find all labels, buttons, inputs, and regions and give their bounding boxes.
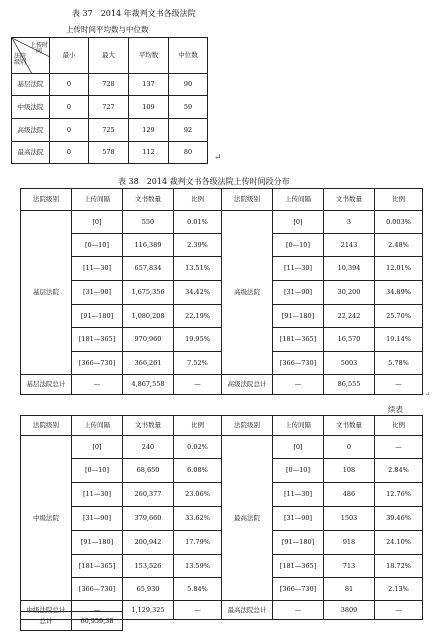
header-cell: 法院级别 [21,189,72,211]
cell: [0—10] [273,459,324,483]
cell: [31—90] [72,507,123,531]
header-cell: 文书数量 [324,416,375,436]
cell: [31—90] [72,281,123,305]
cell: [366—730] [273,578,324,601]
cell: — [375,436,423,459]
table37 [11,37,208,164]
cell: 19.14% [375,328,423,352]
grand-total-table [20,611,123,631]
cell: 90 [169,74,208,96]
cell: 550 [123,211,174,234]
cell: [91—180] [72,531,123,555]
header-cell: 比例 [174,189,222,211]
cell: 578 [89,142,129,164]
cell: 0 [50,96,89,119]
cell: 657,834 [123,257,174,281]
table-row [12,142,208,164]
cell: — [273,601,324,620]
cell: 13.59% [174,555,222,578]
cell: 0.003% [375,211,423,234]
cell: 59 [169,96,208,119]
cell: [31—90] [273,281,324,305]
cell: 19.95% [174,328,222,352]
cell: 2.84% [375,459,423,483]
cell: 16,570 [324,328,375,352]
table-row [12,96,208,119]
cell: 22,242 [324,305,375,328]
cell: 108 [324,459,375,483]
cell: 3 [324,211,375,234]
grand-total-value: 60,959,38 [72,612,123,631]
header-cell: 文书数量 [123,189,174,211]
grand-total-label: 总计 [21,612,72,631]
cell: 713 [324,555,375,578]
cell: [0—10] [273,234,324,257]
cell: 240 [123,436,174,459]
row-label: 最高法院 [12,142,50,164]
header-cell: 法院级别 [21,416,72,436]
cell: 0.02% [174,436,222,459]
cell: 112 [129,142,169,164]
header-cell: 上传间隔 [273,416,324,436]
corner-left-label: 法院级别 [14,53,27,66]
cell: — [72,601,123,620]
cell: [366—730] [72,352,123,375]
court-label: 基层法院 [21,211,72,375]
cell: 33.62% [174,507,222,531]
cell: [366—730] [72,578,123,601]
row-label: 中级法院 [12,96,50,119]
court-label: 高级法院 [222,211,273,375]
corner-top-label: 上传时间 [29,42,48,55]
table37-header: 平均数 [129,38,169,74]
side-mark: ↵ [425,391,431,398]
cell: 12.01% [375,257,423,281]
court-label: 最高法院 [222,436,273,601]
cell: 5003 [324,352,375,375]
total-label: 基层法院总计 [21,375,72,395]
cell: [181—365] [273,555,324,578]
cell: [91—180] [273,531,324,555]
table37-header: 最大 [89,38,129,74]
cell: [11—30] [72,257,123,281]
cell: 24.10% [375,531,423,555]
table38-continued [20,415,423,620]
court-label: 中级法院 [21,436,72,601]
header-cell: 文书数量 [123,416,174,436]
cell: 92 [169,119,208,142]
cell: 1,080,208 [123,305,174,328]
cell: 200,942 [123,531,174,555]
cell: 2.13% [375,578,423,601]
cell: 34.42% [174,281,222,305]
cell: — [375,601,423,620]
cell: 80 [169,142,208,164]
total-label: 高级法院总计 [222,375,273,395]
cell: 109 [129,96,169,119]
total-label: 最高法院总计 [222,601,273,620]
table37-header: 中位数 [169,38,208,74]
header-cell: 文书数量 [324,189,375,211]
cell: [0] [72,436,123,459]
cell: [181—365] [273,328,324,352]
cell: [0] [273,436,324,459]
cell: [91—180] [273,305,324,328]
table37-subtitle: 上传时间平均数与中位数 [66,25,149,34]
cell: 3809 [324,601,375,620]
cell: 65,930 [123,578,174,601]
cell: 6.08% [174,459,222,483]
cell: 0 [324,436,375,459]
cell: [31—90] [273,507,324,531]
cell: 918 [324,531,375,555]
table37-header: 最小 [50,38,89,74]
cell: 0 [50,119,89,142]
cell: 728 [89,74,129,96]
cell: 34.89% [375,281,423,305]
cell: [0] [273,211,324,234]
cell: 0 [50,142,89,164]
cell: 22.19% [174,305,222,328]
cell: 86,555 [324,375,375,395]
header-cell: 比例 [375,189,423,211]
grand-total-row [21,612,123,631]
table-row [12,119,208,142]
cell: [11—30] [72,483,123,507]
cell: 379,660 [123,507,174,531]
cell: 30,200 [324,281,375,305]
cell: 366,261 [123,352,174,375]
table-row [12,74,208,96]
table37-caption: 表 37 2014 年裁判文书各级法院 [72,9,196,18]
cell: [11—30] [273,257,324,281]
cell: — [375,375,423,395]
cell: — [174,601,222,620]
cell: 5.78% [375,352,423,375]
cell: — [174,375,222,395]
cell: 2.39% [174,234,222,257]
cell: 5.84% [174,578,222,601]
row-label: 基层法院 [12,74,50,96]
cell: 1503 [324,507,375,531]
table-row [21,436,423,459]
header-cell: 比例 [174,416,222,436]
total-label: 中级法院总计 [21,601,72,620]
cell: 2143 [324,234,375,257]
continued-label: 续表 [388,405,403,414]
cell: — [72,375,123,395]
cell: 137 [129,74,169,96]
cell: 7.52% [174,352,222,375]
table38 [20,188,423,395]
header-cell: 上传间隔 [72,189,123,211]
cell: [0—10] [72,234,123,257]
cell: 116,389 [123,234,174,257]
cell: 2.48% [375,234,423,257]
cell: 81 [324,578,375,601]
cell: [91—180] [72,305,123,328]
cell: 727 [89,96,129,119]
header-cell: 法院级别 [222,416,273,436]
cell: 13.51% [174,257,222,281]
table-row [21,211,423,234]
cell: 153,526 [123,555,174,578]
cell: 1,675,356 [123,281,174,305]
cell: 17.79% [174,531,222,555]
cell: 23.06% [174,483,222,507]
cell: — [273,375,324,395]
cell: [0—10] [72,459,123,483]
table37-corner-cell [12,38,50,74]
cell: [11—30] [273,483,324,507]
header-cell: 法院级别 [222,189,273,211]
header-cell: 比例 [375,416,423,436]
cell: 12.76% [375,483,423,507]
return-mark: ↵ [214,153,222,163]
cell: 970,960 [123,328,174,352]
table38-caption: 表 38 2014 裁判文书各级法院上传时间段分布 [118,177,290,186]
cell: [181—365] [72,555,123,578]
cell: 68,650 [123,459,174,483]
cell: 260,377 [123,483,174,507]
cell: 129 [129,119,169,142]
cell: 18.72% [375,555,423,578]
cell: [366—730] [273,352,324,375]
header-cell: 上传间隔 [273,189,324,211]
header-cell: 上传间隔 [72,416,123,436]
row-label: 高级法院 [12,119,50,142]
cell: 0 [50,74,89,96]
cell: 486 [324,483,375,507]
cell: 10,394 [324,257,375,281]
cell: 1,129,325 [123,601,174,620]
cell: [0] [72,211,123,234]
cell: 725 [89,119,129,142]
cell: [181—365] [72,328,123,352]
cell: 0.01% [174,211,222,234]
cell: 25.70% [375,305,423,328]
total-row [21,375,423,395]
cell: 4,867,558 [123,375,174,395]
cell: 39.46% [375,507,423,531]
